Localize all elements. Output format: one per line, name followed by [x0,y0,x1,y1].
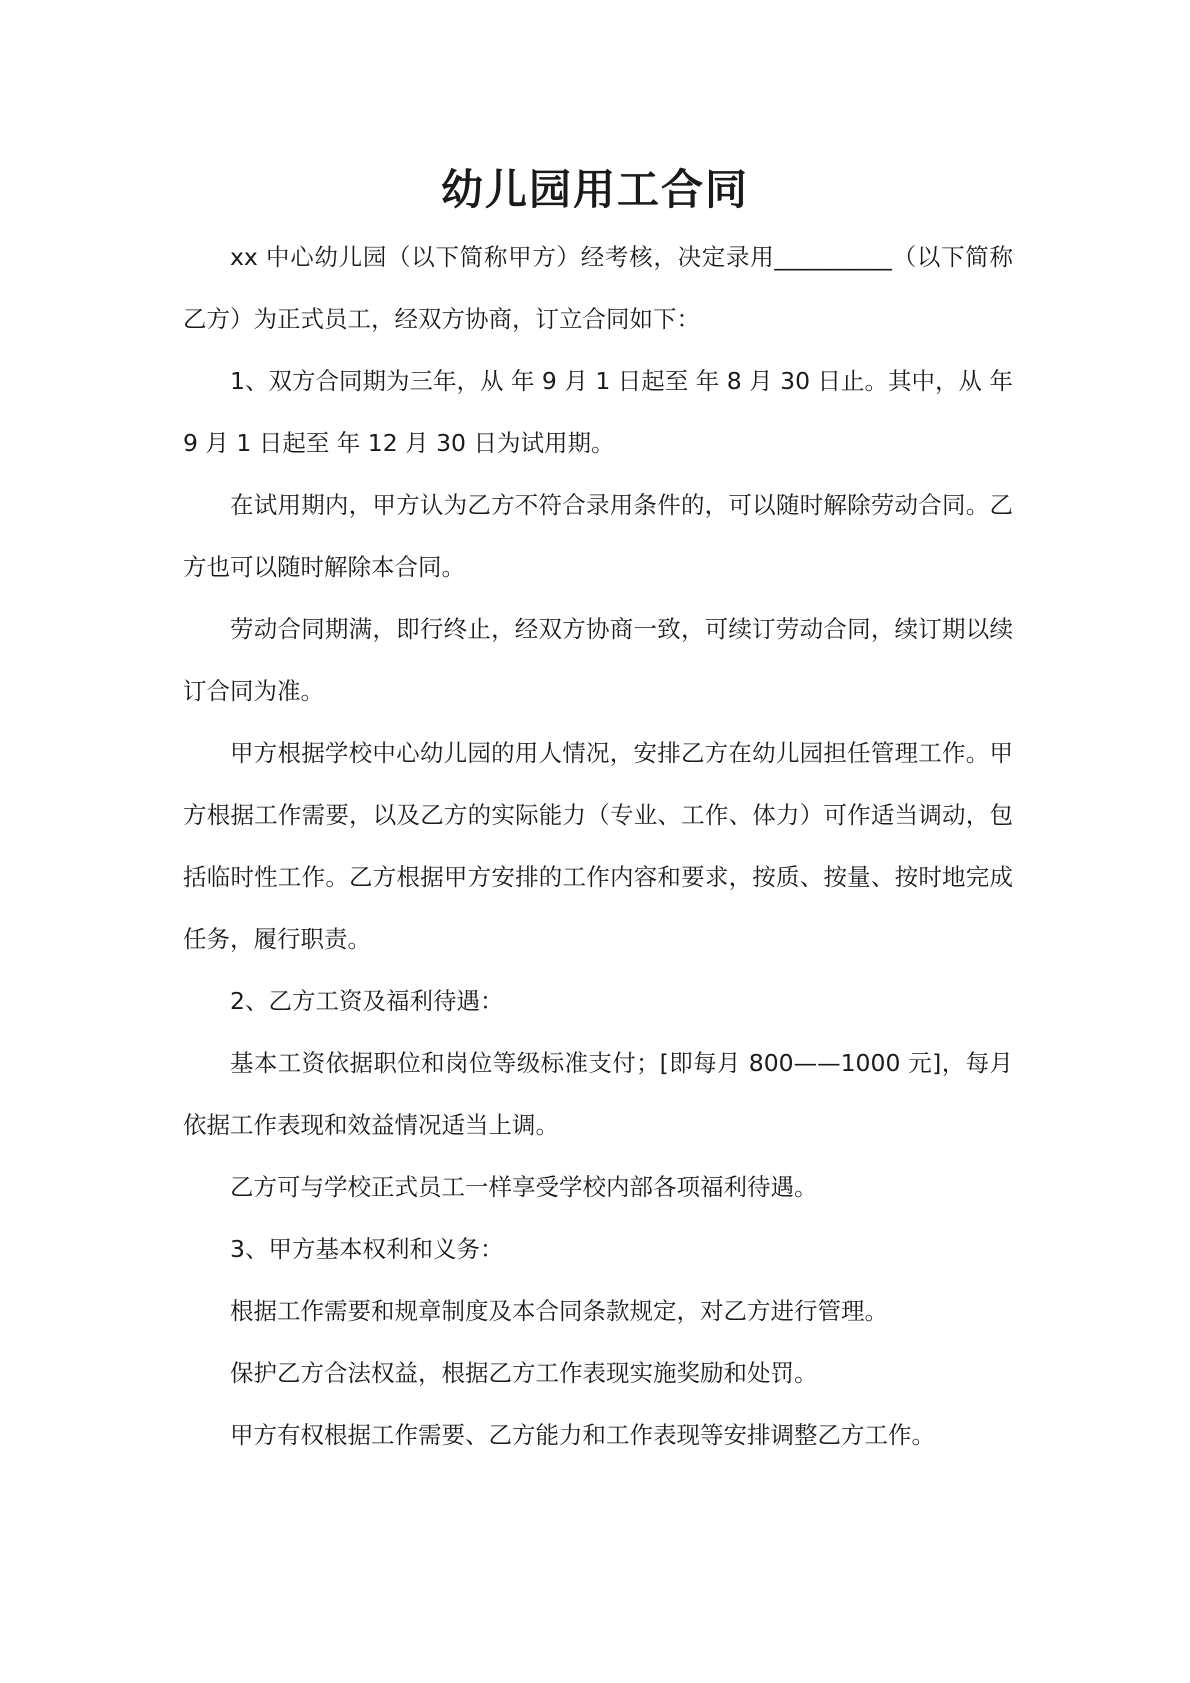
paragraph-section-2-heading: 2、乙方工资及福利待遇： [230,987,504,1015]
document-title: 幼儿园用工合同 [440,165,749,214]
paragraph-term: 1、双方合同期为三年，从 年 9 月 1 日起至 年 8 月 30 日止。其中，从 年 9 月 1 日起至 年 12 月 30 日为试用期。 [183,367,1013,457]
paragraph-section-3-heading: 3、甲方基本权利和义务： [230,1235,504,1263]
paragraph-intro: xx 中心幼儿园（以下简称甲方）经考核，决定录用__________（以下简称乙方）为正式员工，经双方协商，订立合同如下： [183,243,1013,333]
paragraph-adjustment: 甲方有权根据工作需要、乙方能力和工作表现等安排调整乙方工作。 [230,1421,935,1449]
paragraph-renewal: 劳动合同期满，即行终止，经双方协商一致，可续订劳动合同，续订期以续订合同为准。 [183,615,1013,705]
paragraph-management: 根据工作需要和规章制度及本合同条款规定，对乙方进行管理。 [230,1297,888,1325]
document-body [183,226,1013,1466]
paragraph-benefits: 乙方可与学校正式员工一样享受学校内部各项福利待遇。 [230,1173,818,1201]
paragraph-probation: 在试用期内，甲方认为乙方不符合录用条件的，可以随时解除劳动合同。乙方也可以随时解除本合同。 [183,491,1013,581]
paragraph-salary: 基本工资依据职位和岗位等级标准支付；[即每月 800——1000 元]，每月依据工作表现和效益情况适当上调。 [183,1049,1013,1139]
paragraph-assignment: 甲方根据学校中心幼儿园的用人情况，安排乙方在幼儿园担任管理工作。甲方根据工作需要，以及乙方的实际能力（专业、工作、体力）可作适当调动，包括临时性工作。乙方根据甲方安排的工作内容和要求，按质、按量、按时地完成任务，履行职责。 [183,739,1013,953]
paragraph-protection: 保护乙方合法权益，根据乙方工作表现实施奖励和处罚。 [230,1359,818,1387]
